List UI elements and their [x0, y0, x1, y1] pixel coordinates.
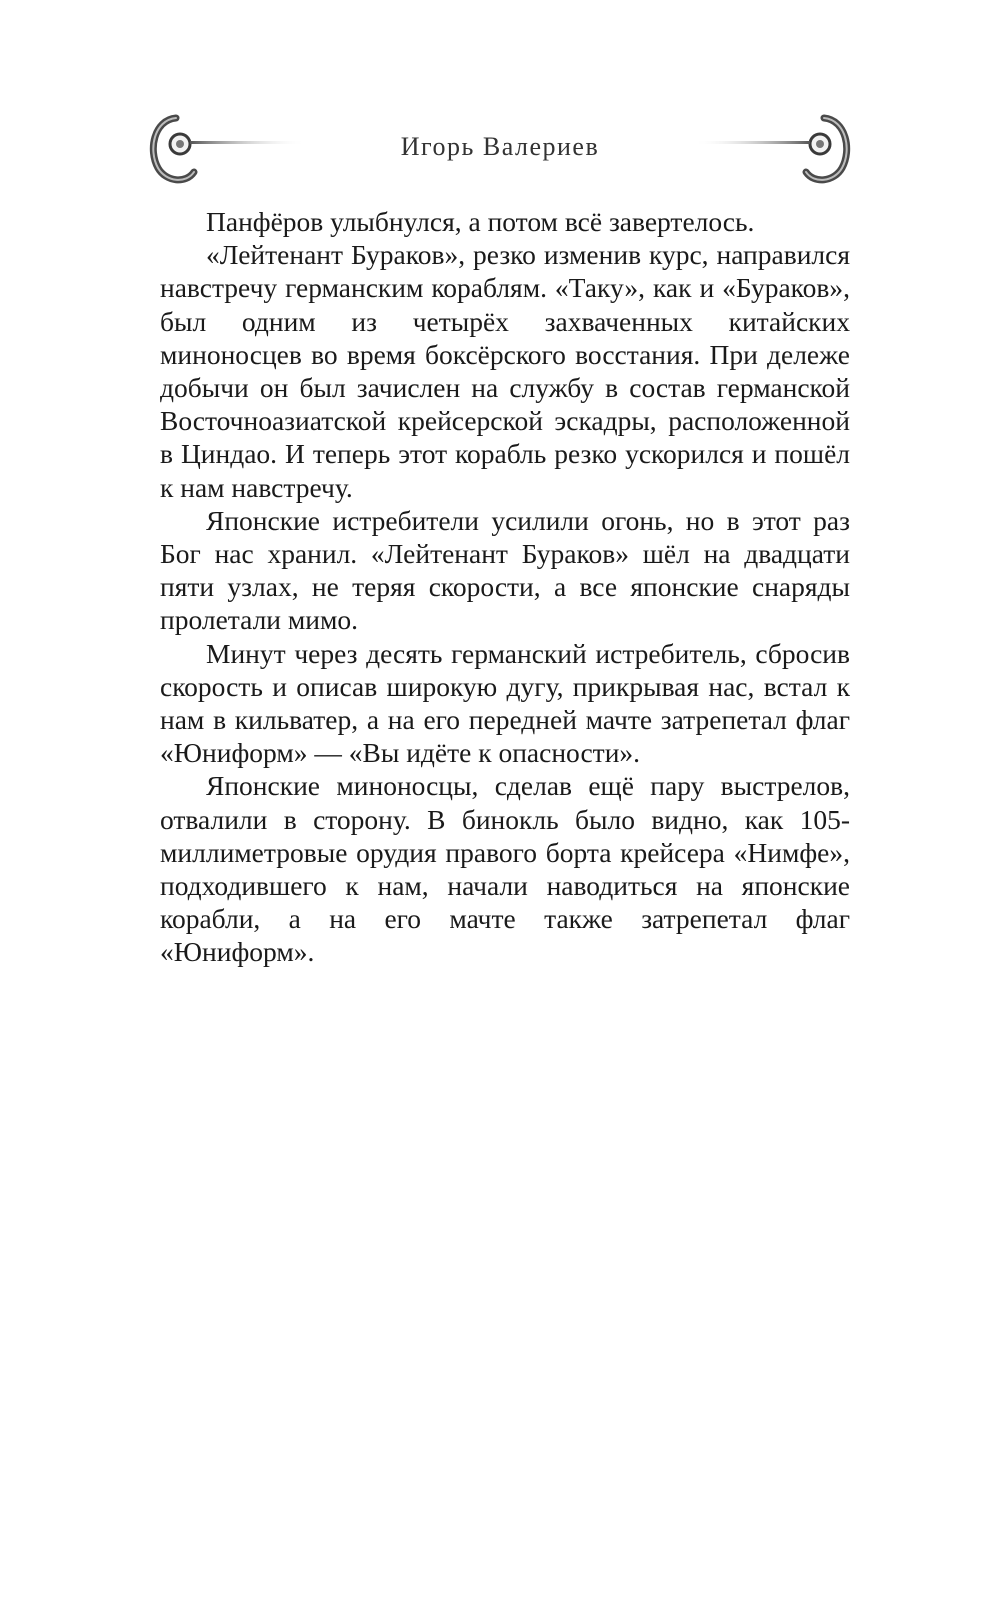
paragraph: «Лейтенант Бураков», резко изменив курс, направился навстречу германским кораблям. «Таку», как и «Бураков», был одним из четырёх захваченных китайских миноносцев во время боксёрского восстания. При дележе добычи он был зачислен на службу в состав германской Восточноазиатской крейсерской эскадры, расположенной в Циндао. И теперь этот корабль резко ускорился и пошёл к нам навстречу.: [160, 239, 850, 503]
running-header: [0, 110, 1000, 200]
body-text: [160, 205, 850, 969]
paragraph: Минут через десять германский истребитель, сбросив скорость и описав широкую дугу, прикрывая нас, встал к нам в кильватер, а на его передней мачте затрепетал флаг «Юниформ» — «Вы идёте к опасности».: [160, 637, 850, 769]
paragraph: Японские истребители усилили огонь, но в этот раз Бог нас хранил. «Лейтенант Бураков» шёл на двадцати пяти узлах, не теряя скорости, а все японские снаряды пролетали мимо.: [160, 504, 850, 636]
page-header-author: Игорь Валериев: [400, 132, 600, 161]
paragraph: Японские миноносцы, сделав ещё пару выстрелов, отвалили в сторону. В бинокль было видно, как 105-миллиметровые орудия правого борта крейсера «Нимфе», подходившего к нам, начали наводиться на японские корабли, а на его мачте также затрепетал флаг «Юниформ».: [160, 770, 850, 968]
paragraph: Панфёров улыбнулся, а потом всё завертелось.: [206, 206, 755, 237]
ring-ornament-icon: [694, 110, 854, 190]
